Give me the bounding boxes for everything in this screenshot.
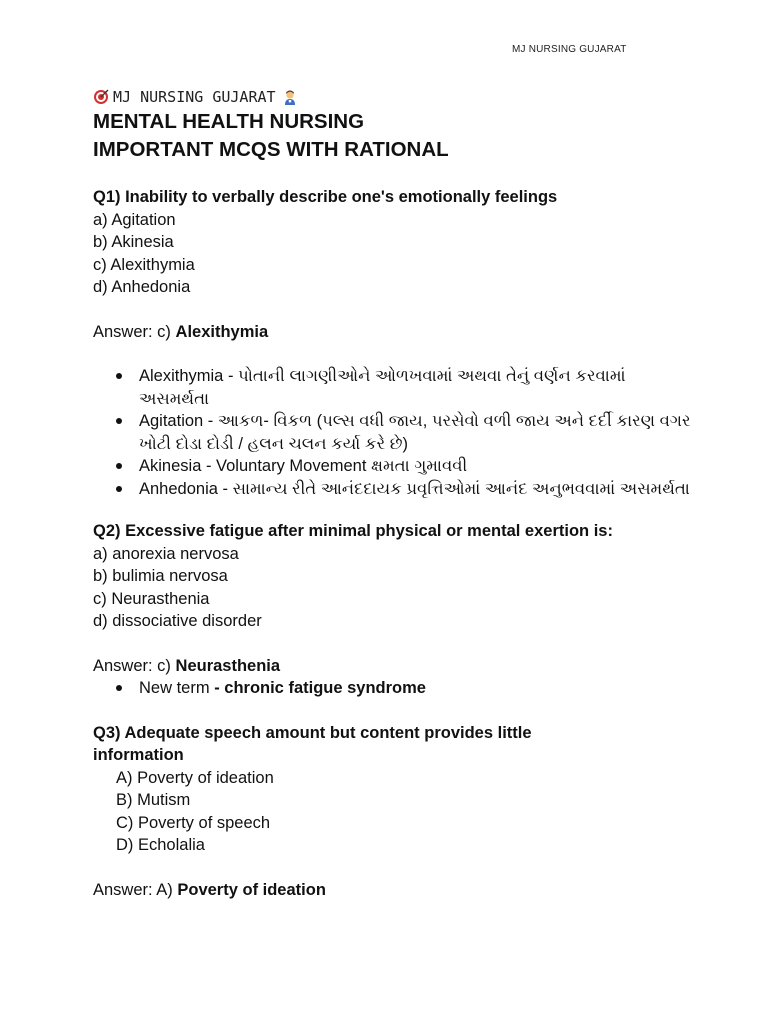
question-1: Q1) Inability to verbally describe one's emotionally feelings [93, 188, 558, 206]
rationale-desc: Voluntary Movement ક્ષમતા ગુમાવવી [216, 457, 468, 475]
q1-answer-prefix: Answer: c) [93, 322, 176, 341]
q3-option-b: B) Mutism [116, 791, 191, 809]
list-item [93, 365, 693, 410]
rationale-desc: પોતાની લાગણીઓને ઓળખવામાં અથવા તેનું વર્ણન કરવામાં અસમર્થતા [139, 367, 626, 408]
rationale-desc: આકળ- વિકળ (પલ્સ વધી જાય, પરસેવો વળી જાય અને દર્દી કારણ વગર ખોટી દોડા દોડી / હલન ચલન કર્યા કરે છે) [139, 412, 691, 453]
q2-option-b: b) bulimia nervosa [93, 567, 228, 585]
note-value: - chronic fatigue syndrome [214, 679, 426, 697]
q2-option-d: d) dissociative disorder [93, 612, 262, 630]
nurse-icon [282, 89, 298, 105]
rationale-term: Akinesia - [139, 457, 217, 475]
document-body [93, 86, 693, 901]
q2-answer-value: Neurasthenia [175, 656, 281, 675]
q2-answer [93, 655, 693, 678]
q2-option-c: c) Neurasthenia [93, 589, 210, 608]
q3-option-c: C) Poverty of speech [116, 813, 271, 832]
target-icon [93, 89, 109, 105]
q3-answer-prefix: Answer: A) [93, 880, 178, 899]
list-item [93, 677, 693, 700]
q3-option-a: A) Poverty of ideation [116, 768, 274, 787]
list-item [93, 478, 693, 501]
q2-note-list [93, 677, 693, 700]
q1-option-b: b) Akinesia [93, 233, 174, 251]
q1-rationale-list [93, 365, 693, 500]
question-2: Q2) Excessive fatigue after minimal physical or mental exertion is: [93, 522, 613, 540]
q1-option-d: d) Anhedonia [93, 278, 191, 296]
q3-option-d: D) Echolalia [116, 836, 205, 854]
rationale-desc: સામાન્ય રીતે આનંદદાયક પ્રવૃત્તિઓમાં આનંદ અનુભવવામાં અસમર્થતા [232, 479, 690, 498]
rationale-term: Alexithymia - [139, 367, 239, 385]
brand-line [93, 86, 693, 108]
list-item [93, 410, 693, 455]
rationale-term: Anhedonia - [139, 479, 233, 498]
q3-answer [93, 879, 693, 902]
q1-option-a: a) Agitation [93, 210, 176, 229]
q3-answer-value: Poverty of ideation [177, 880, 326, 899]
q2-answer-prefix: Answer: c) [93, 656, 176, 675]
title-line-2: IMPORTANT MCQS WITH RATIONAL [93, 138, 449, 161]
page-header-text: MJ NURSING GUJARAT [512, 44, 627, 55]
brand-text: MJ NURSING GUJARAT [113, 88, 276, 106]
q1-answer [93, 321, 693, 344]
note-prefix: New term [139, 679, 215, 697]
q2-option-a: a) anorexia nervosa [93, 544, 239, 563]
list-item [93, 455, 693, 478]
rationale-term: Agitation - [139, 412, 218, 430]
q1-answer-value: Alexithymia [175, 322, 269, 341]
question-3-line-2: information [93, 746, 184, 764]
q1-option-c: c) Alexithymia [93, 255, 195, 274]
question-3-line-1: Q3) Adequate speech amount but content provides little [93, 723, 532, 742]
title-line-1: MENTAL HEALTH NURSING [93, 110, 365, 133]
